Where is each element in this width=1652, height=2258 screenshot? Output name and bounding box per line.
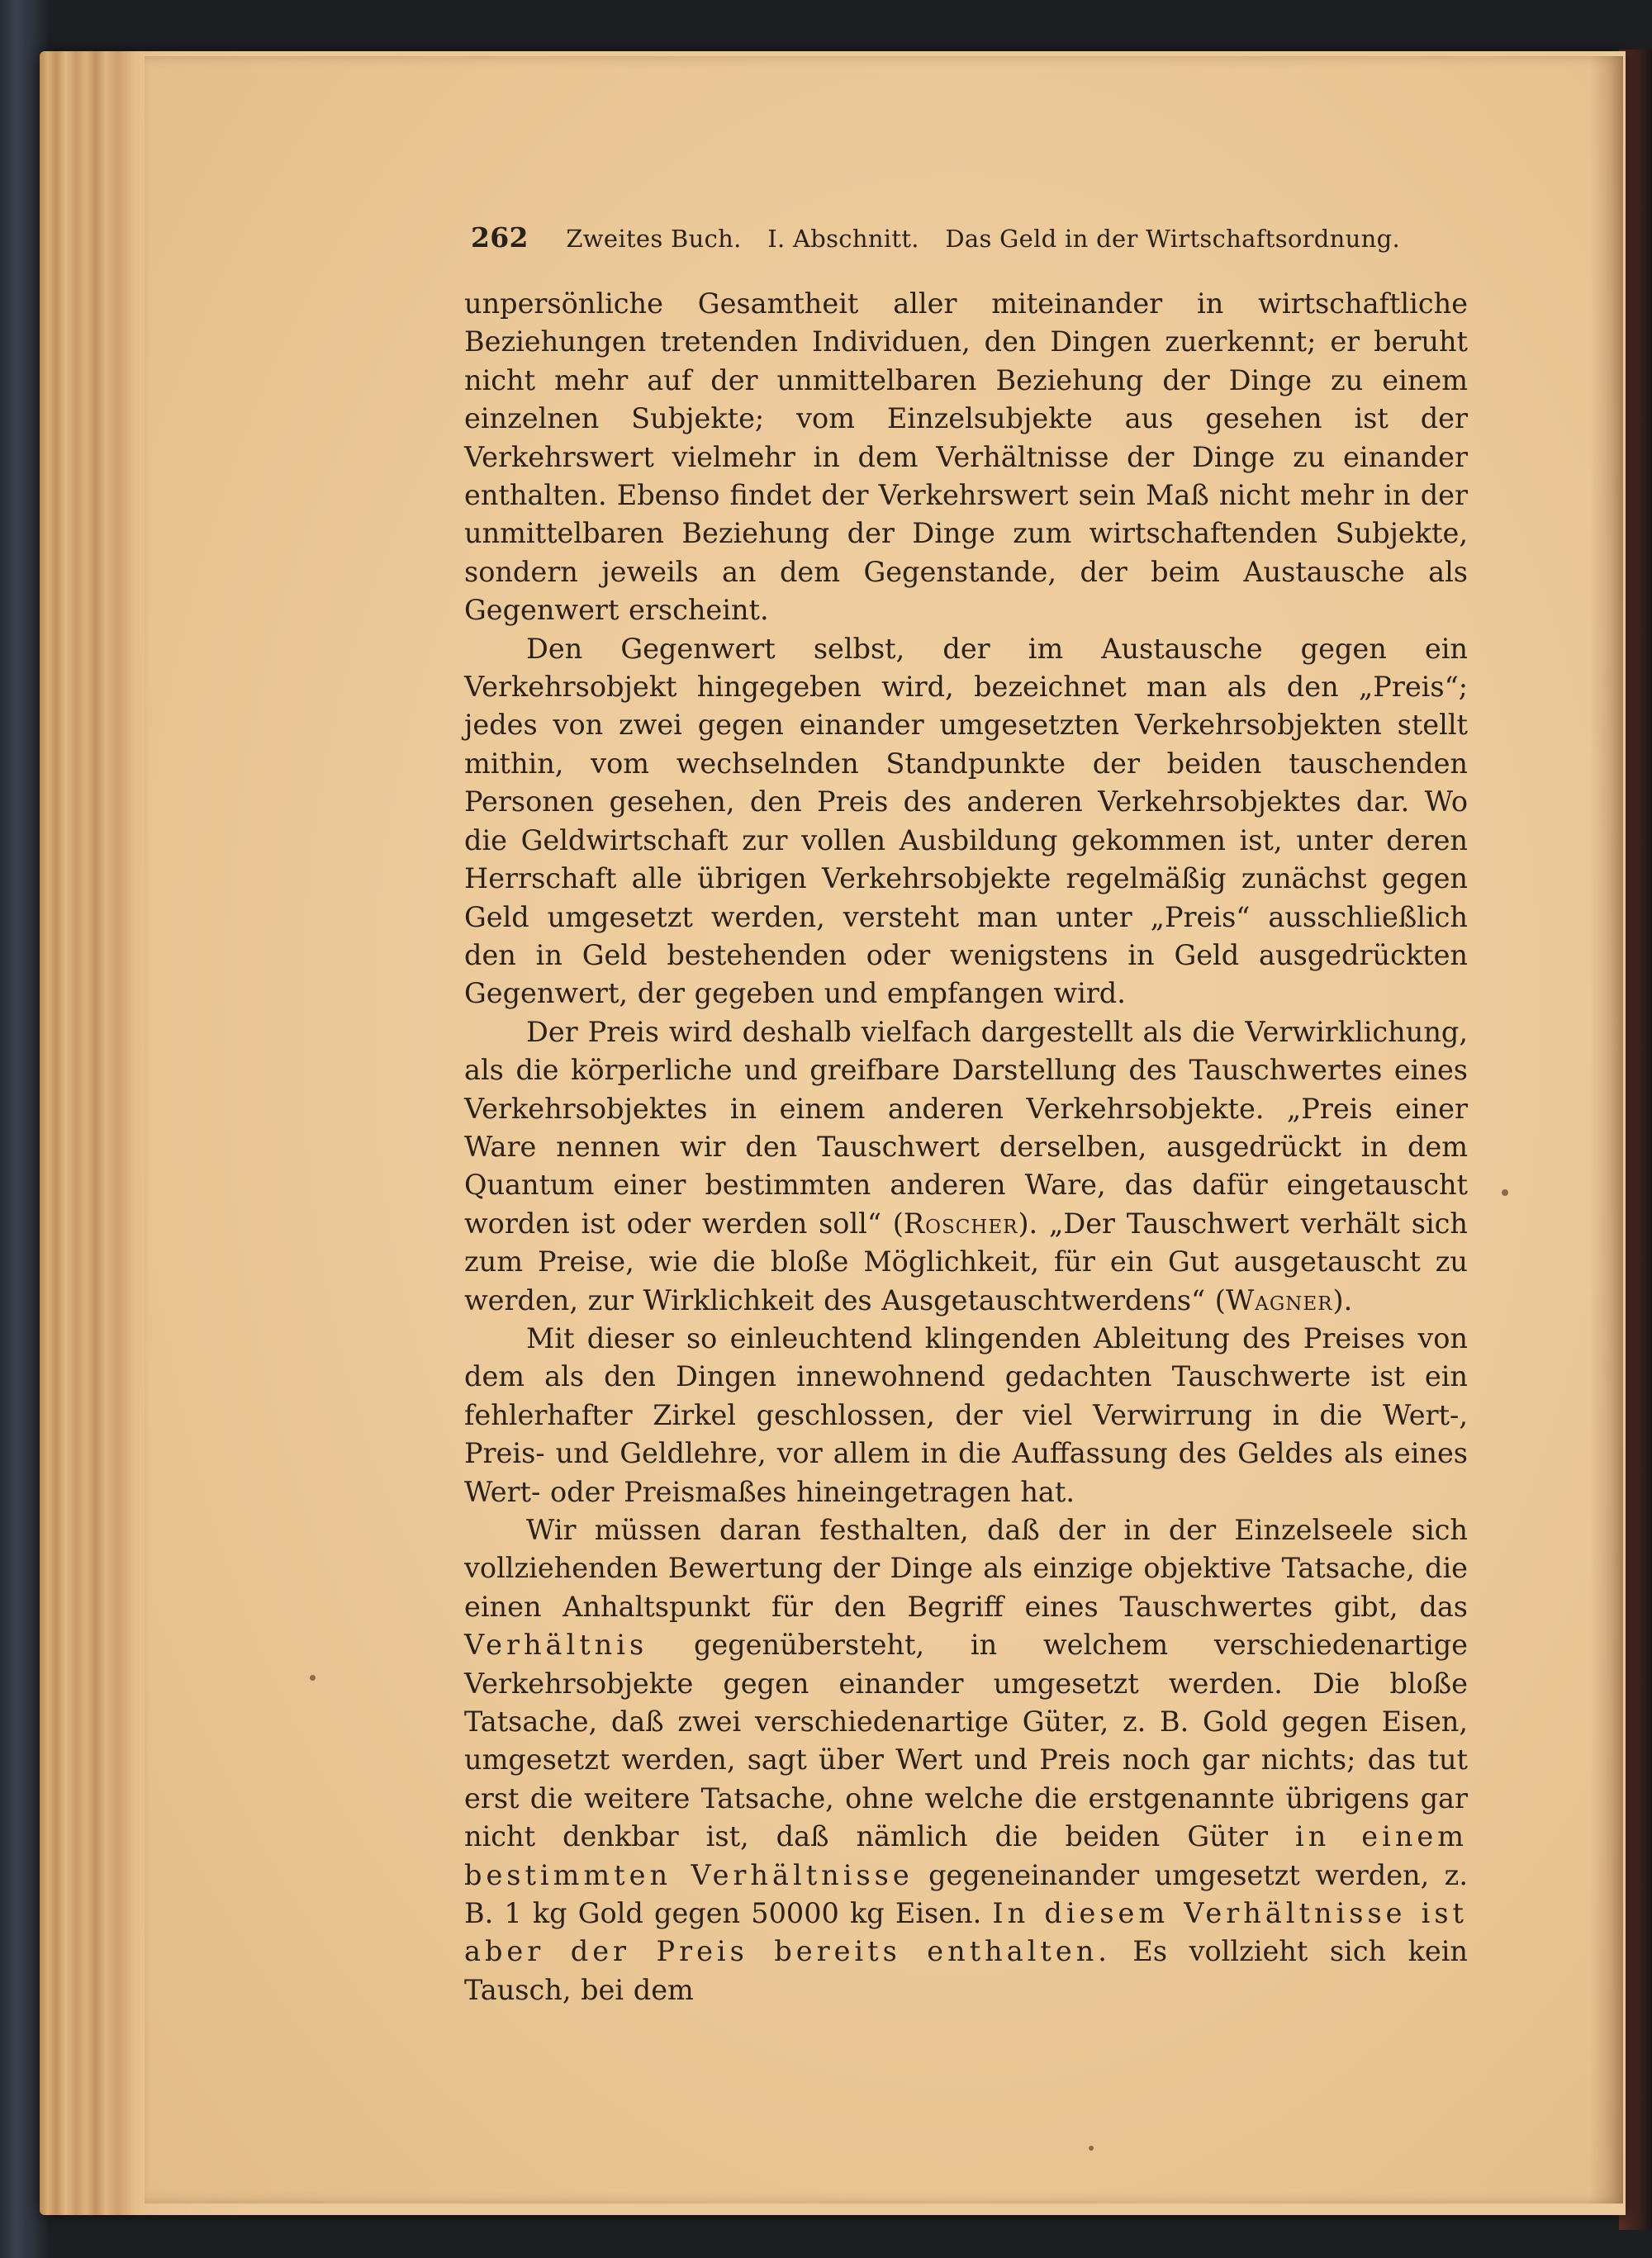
text-run: ). „Der Tauschwert verhält sich zum Preise, wie die bloße Möglichkeit, für ein Gut ausgetauscht zu werden, zur Wirklichkeit des Ausgetauschtwerdens“ ( [464, 1207, 1468, 1316]
cited-author: Roscher [903, 1207, 1018, 1240]
emphasized-text: Verhältnis [464, 1629, 648, 1662]
text-run: Wir müssen daran festhalten, daß der in der Einzelseele sich vollziehenden Bewertung der Dinge als einzige objektive Tatsache, die einen Anhaltspunkt für den Begriff eines Tauschwertes gibt, das [464, 1514, 1468, 1623]
text-run: ). [1332, 1283, 1353, 1316]
header-book: Zweites Buch. [566, 225, 742, 253]
body-text [464, 285, 1468, 2009]
text-run: gegenübersteht, in welchem verschiedenartige Verkehrsobjekte gegen einander umgesetzt werden. Die bloße Tatsache, daß zwei verschiedenartige Güter, z. B. Gold gegen Eisen, umgesetzt werden, sagt über Wert und Preis noch gar nichts; das tut erst die weitere Tatsache, ohne welche die erstgenannte übrigens gar nicht denkbar ist, daß nämlich die beiden Güter [464, 1629, 1468, 1853]
paper-speck [310, 1675, 316, 1681]
paper-speck [1089, 2146, 1094, 2151]
header-title: Das Geld in der Wirtschaftsordnung. [945, 225, 1400, 253]
page-number: 262 [471, 221, 529, 254]
paragraph [464, 1320, 1468, 1511]
text-run: Es vollzieht sich kein Tausch, bei dem [464, 1935, 1468, 2006]
paragraph [464, 630, 1468, 1013]
emphasized-text: In diesem Verhältnisse ist aber der Preis bereits enthalten. [464, 1897, 1468, 1968]
running-header [471, 221, 1462, 254]
paragraph [464, 285, 1468, 630]
header-section: I. Abschnitt. [767, 225, 919, 253]
paragraph [464, 1013, 1468, 1320]
paper-speck [1502, 1189, 1508, 1196]
text-run: Mit dieser so einleuchtend klingenden Ableitung des Preises von dem als den Dingen innewohnend gedachten Tauschwerte ist ein fehlerhafter Zirkel geschlossen, der viel Verwirrung in die Wert-, Preis- und Geldlehre, vor allem in die Auffassung des Geldes als eines Wert- oder Preismaßes hineingetragen hat. [464, 1321, 1468, 1508]
text-run: gegeneinander umgesetzt werden, z. B. 1 kg Gold gegen 50000 kg Eisen. [464, 1858, 1468, 1930]
emphasized-text: in einem bestimmten Verhältnisse [464, 1820, 1468, 1891]
cited-author: Wagner [1225, 1283, 1333, 1316]
text-run: unpersönliche Gesamtheit aller miteinander in wirtschaftliche Beziehungen tretenden Individuen, den Dingen zuerkennt; er beruht nicht mehr auf der unmittelbaren Beziehung der Dinge zu einem einzelnen Subjekte; vom Einzelsubjekte aus gesehen ist der Verkehrswert vielmehr in dem Verhältnisse der Dinge zu einander enthalten. Ebenso findet der Verkehrswert sein Maß nicht mehr in der unmittelbaren Beziehung der Dinge zum wirtschaftenden Subjekte, sondern jeweils an dem Gegenstande, der beim Austausche als Gegenwert erscheint. [464, 287, 1468, 627]
text-run: Der Preis wird deshalb vielfach dargestellt als die Verwirklichung, als die körperliche und greifbare Darstellung des Tauschwertes eines Verkehrsobjektes in einem anderen Verkehrsobjekte. „Preis einer Ware nennen wir den Tauschwert derselben, ausgedrückt in dem Quantum einer bestimmten anderen Ware, das dafür eingetauscht worden ist oder werden soll“ ( [464, 1015, 1468, 1240]
paragraph [464, 1511, 1468, 2009]
text-run: Den Gegenwert selbst, der im Austausche gegen ein Verkehrsobjekt hingegeben wird, bezeichnet man als den „Preis“; jedes von zwei gegen einander umgesetzten Verkehrsobjekten stellt mithin, vom wechselnden Standpunkte der beiden tauschenden Personen gesehen, den Preis des anderen Verkehrsobjektes dar. Wo die Geldwirtschaft zur vollen Ausbildung gekommen ist, unter deren Herrschaft alle übrigen Verkehrsobjekte regelmäßig zunächst gegen Geld umgesetzt werden, versteht man unter „Preis“ ausschließlich den in Geld bestehenden oder wenigstens in Geld ausgedrückten Gegenwert, der gegeben und empfangen wird. [464, 632, 1468, 1010]
